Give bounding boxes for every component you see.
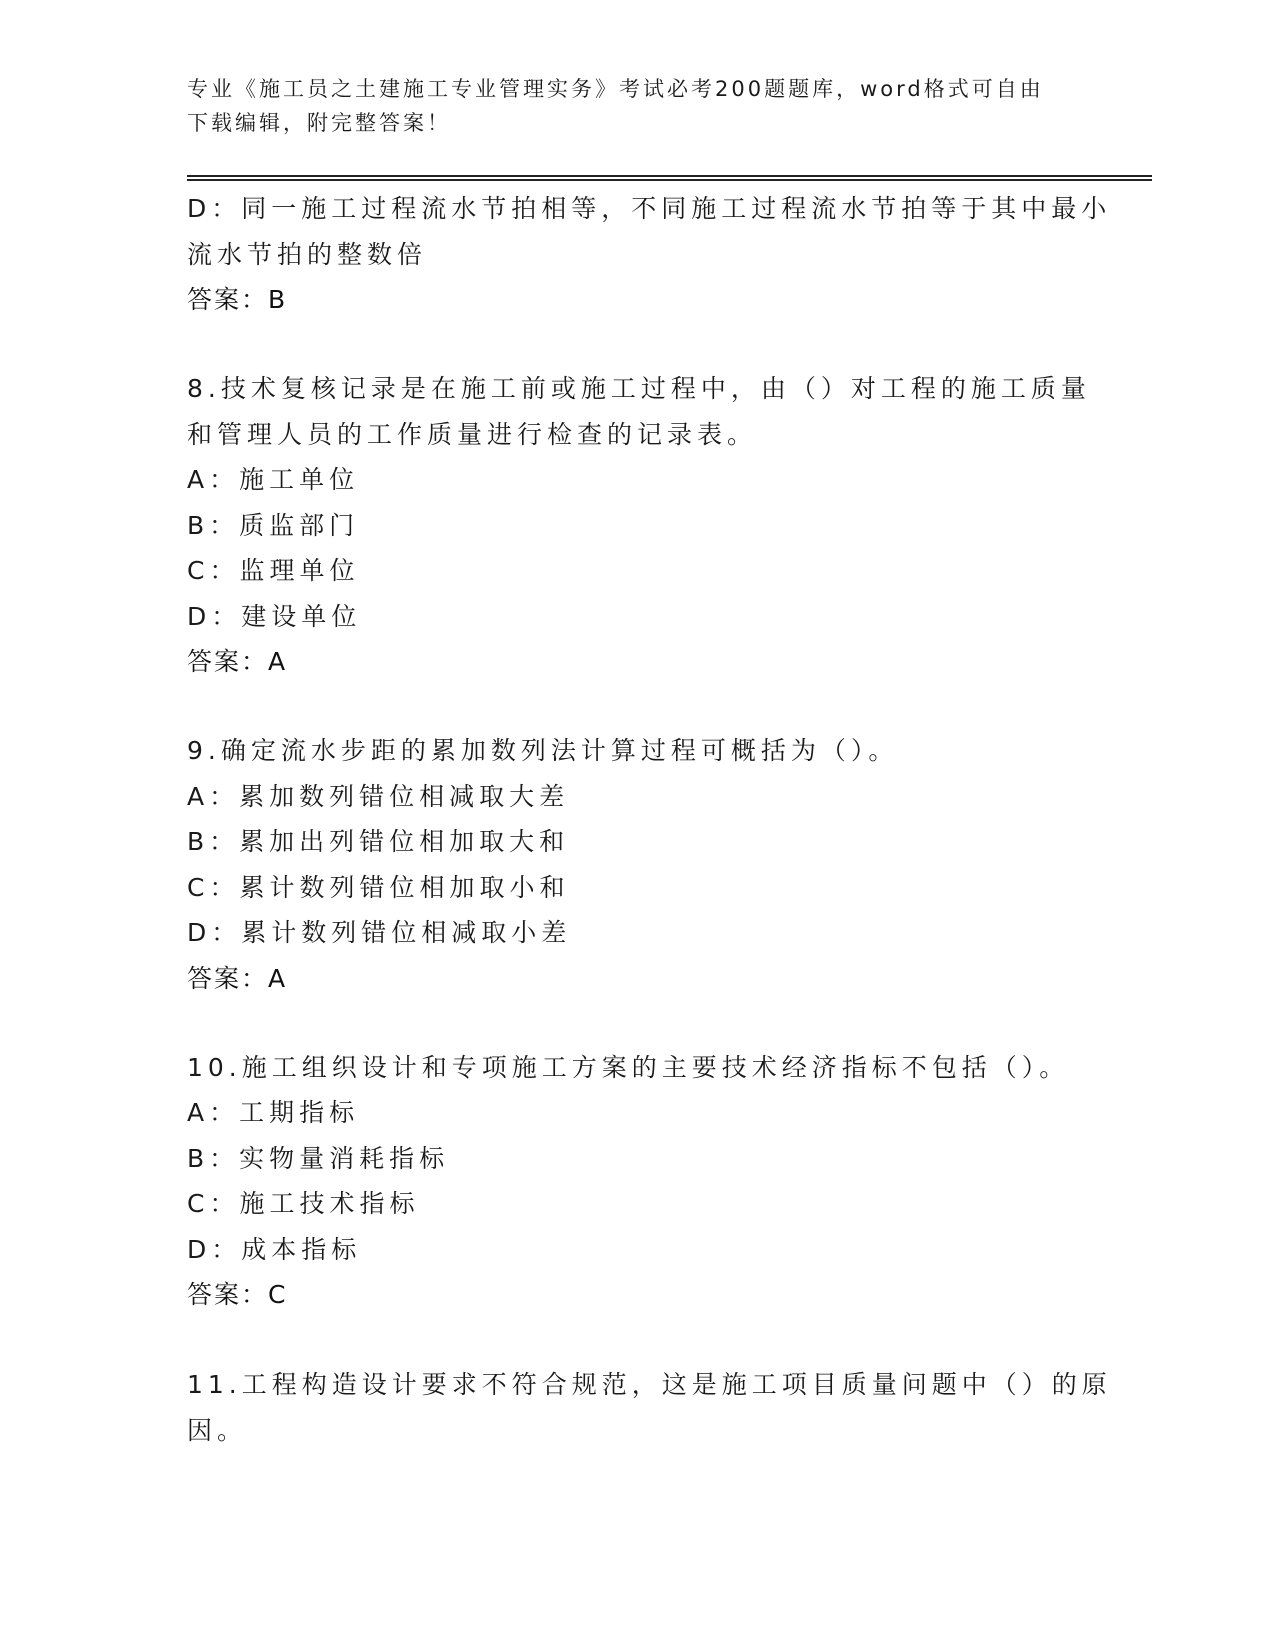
- question-8: [187, 366, 1091, 685]
- question-9: [187, 728, 1087, 1002]
- header-rule-top: [187, 175, 1152, 177]
- q11-stem-line-1: 11.工程构造设计要求不符合规范，这是施工项目质量问题中（）的原: [187, 1370, 1112, 1399]
- q10-stem-line-1: 10.施工组织设计和专项施工方案的主要技术经济指标不包括（）。: [187, 1052, 1070, 1082]
- q10-option-b: B：实物量消耗指标: [187, 1143, 450, 1173]
- q7-option-d-line-2: 流水节拍的整数倍: [187, 239, 428, 269]
- header-line-2: 下载编辑，附完整答案！: [187, 111, 451, 135]
- q8-option-b: B：质监部门: [187, 510, 360, 540]
- question-7: [187, 186, 1112, 323]
- q9-option-d: D：累计数列错位相减取小差: [187, 918, 572, 947]
- header-line-1: 专业《施工员之土建施工专业管理实务》考试必考200题题库，word格式可自由: [187, 77, 1044, 101]
- q8-stem-line-1: 8.技术复核记录是在施工前或施工过程中，由（）对工程的施工质量: [187, 374, 1091, 403]
- q11-stem-line-2: 因。: [187, 1415, 248, 1445]
- q8-option-d: D：建设单位: [187, 601, 362, 631]
- q9-option-b: B：累加出列错位相加取大和: [187, 827, 570, 856]
- q7-answer: 答案：B: [187, 285, 288, 314]
- spacer: [187, 685, 1087, 728]
- q9-stem-line-1: 9.确定流水步距的累加数列法计算过程可概括为（）。: [187, 736, 899, 765]
- question-11: [187, 1362, 1112, 1453]
- q9-option-c: C：累计数列错位相加取小和: [187, 872, 570, 902]
- q10-answer: 答案：C: [187, 1280, 288, 1309]
- q10-option-a: A：工期指标: [187, 1098, 360, 1127]
- spacer: [187, 323, 1087, 366]
- q7-option-d-line-1: D：同一施工过程流水节拍相等，不同施工过程流水节拍等于其中最小: [187, 194, 1112, 223]
- q8-stem-line-2: 和管理人员的工作质量进行检查的记录表。: [187, 419, 758, 449]
- q10-option-d: D：成本指标: [187, 1234, 362, 1264]
- q9-option-a: A：累加数列错位相减取大差: [187, 781, 570, 811]
- q8-answer: 答案：A: [187, 647, 288, 676]
- spacer: [187, 1318, 1087, 1362]
- header-rule-bottom: [187, 179, 1152, 181]
- q8-option-a: A：施工单位: [187, 465, 360, 494]
- q8-option-c: C：监理单位: [187, 556, 360, 585]
- document-body: [187, 186, 1112, 1453]
- q10-option-c: C：施工技术指标: [187, 1189, 420, 1218]
- page-header: [187, 72, 1067, 140]
- question-10: [187, 1045, 1087, 1319]
- q9-answer: 答案：A: [187, 963, 288, 993]
- spacer: [187, 1002, 1087, 1045]
